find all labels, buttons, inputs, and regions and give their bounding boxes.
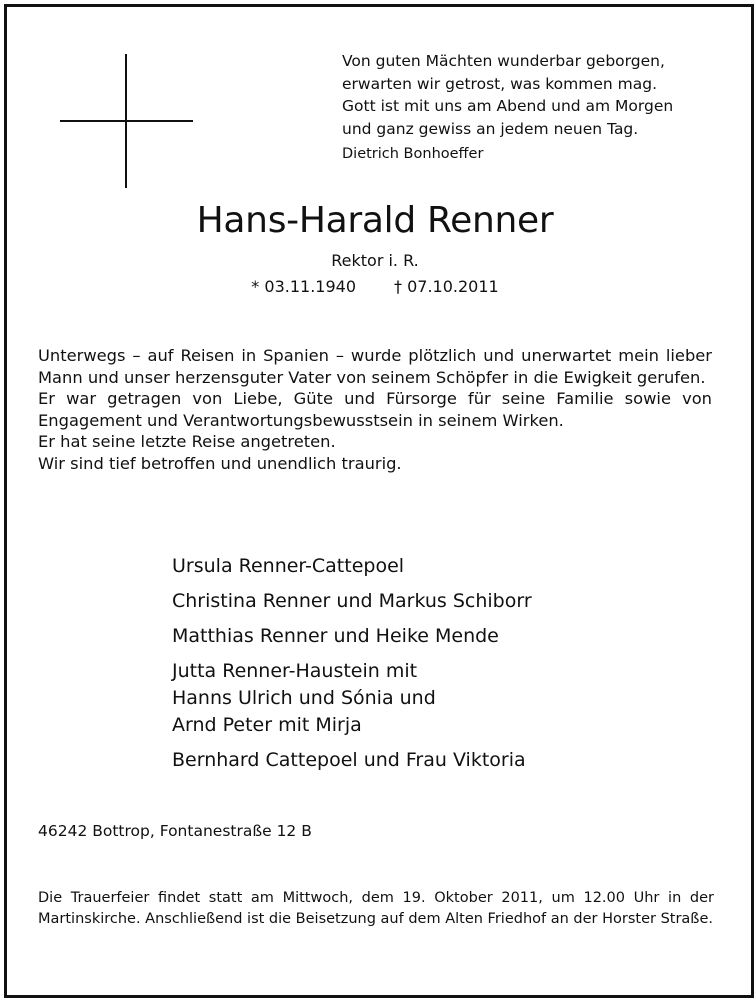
mourner-entry: Bernhard Cattepoel und Frau Viktoria [172, 749, 526, 771]
mourner-entry [172, 658, 732, 739]
poem-author: Dietrich Bonhoeffer [342, 146, 484, 162]
message-line: Wir sind tief betroffen und unendlich traurig. [38, 453, 402, 473]
message-paragraph: Er war getragen von Liebe, Güte und Fürsorge für seine Familie sowie von Engagement und Verantwortungsbewusstsein in seinem Wirken. [38, 389, 712, 430]
poem-line: Von guten Mächten wunderbar geborgen, [342, 52, 665, 70]
life-dates [0, 276, 750, 298]
mourner-entry: Matthias Renner und Heike Mende [172, 625, 499, 647]
mourner-entry: Christina Renner und Markus Schiborr [172, 590, 532, 612]
funeral-note: Die Trauerfeier findet statt am Mittwoch, dem 19. Oktober 2011, um 12.00 Uhr in der Martinskirche. Anschließend ist die Beisetzung auf dem Alten Friedhof an der Horster Straße. [38, 890, 714, 927]
mourner-line: Hanns Ulrich und Sónia und [172, 687, 436, 709]
poem-line: und ganz gewiss an jedem neuen Tag. [342, 119, 639, 138]
birth-date: * 03.11.1940 [251, 277, 356, 296]
mourner-line: Arnd Peter mit Mirja [172, 714, 362, 736]
message-line: Er hat seine letzte Reise angetreten. [38, 432, 336, 451]
poem-line: erwarten wir getrost, was kommen mag. [342, 74, 658, 93]
death-date: † 07.10.2011 [394, 277, 499, 296]
message-paragraph: Unterwegs – auf Reisen in Spanien – wurde plötzlich und unerwartet mein lieber Mann und unser herzensguter Vater von seinem Schöpfer in die Ewigkeit gerufen. [38, 346, 712, 387]
mourners-list [172, 553, 732, 782]
poem-quote [342, 50, 737, 166]
poem-line: Gott ist mit uns am Abend und am Morgen [342, 97, 674, 115]
deceased-name: Hans-Harald Renner [196, 200, 554, 241]
mourner-line: Jutta Renner-Haustein mit [172, 660, 418, 682]
mourner-entry: Ursula Renner-Cattepoel [172, 555, 405, 577]
obituary-message [38, 345, 712, 474]
deceased-title: Rektor i. R. [331, 251, 419, 270]
cross-horizontal-bar [60, 120, 193, 122]
family-address: 46242 Bottrop, Fontanestraße 12 B [38, 822, 312, 840]
